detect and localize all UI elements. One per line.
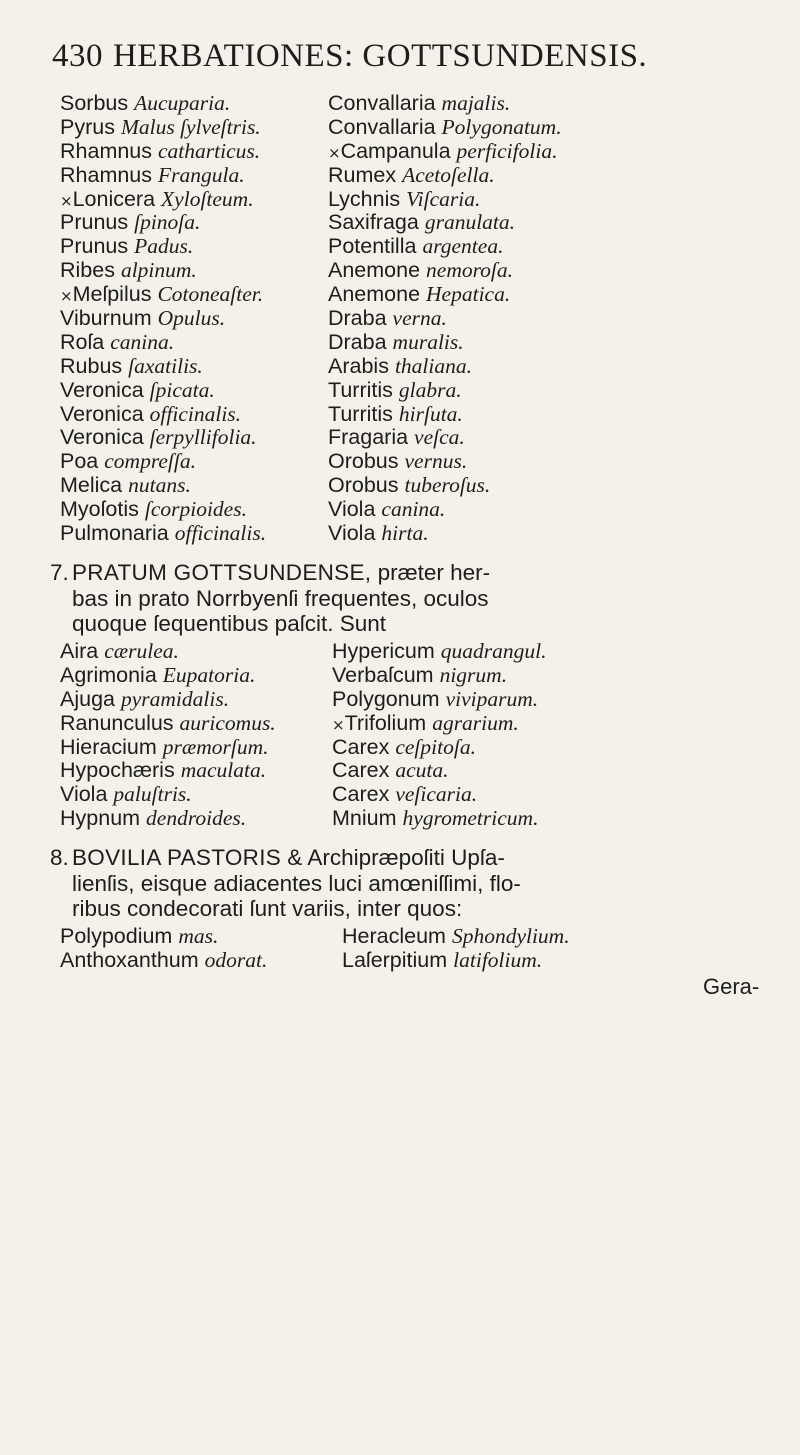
plant-entry: [332, 807, 546, 831]
genus-name: Meſpilus: [72, 282, 152, 307]
genus-name: Hypericum: [332, 639, 435, 663]
plant-entry: [328, 403, 562, 427]
genus-name: Anthoxanthum: [60, 947, 199, 972]
plant-entry: [60, 474, 266, 498]
species-epithet: quadrangul.: [440, 639, 547, 663]
plant-entry: [60, 498, 266, 522]
paragraph-text: bas in prato Norrbyenſi frequentes, oculos: [72, 585, 489, 611]
species-epithet: nigrum.: [439, 662, 508, 687]
plant-entry: [342, 949, 570, 973]
genus-name: Polygonum: [332, 686, 440, 711]
genus-name: Hypochæris: [60, 758, 175, 783]
plant-entry: [60, 925, 267, 949]
paragraph-text: quoque ſequentibus paſcit. Sunt: [72, 611, 386, 636]
plant-entry: [60, 807, 276, 831]
genus-name: Verbaſcum: [332, 662, 434, 687]
paragraph-text: lienſis, eisque adiacentes luci amœniſſimi, flo-: [72, 870, 521, 896]
genus-name: Draba: [328, 329, 387, 354]
plant-entry: [60, 403, 266, 427]
genus-name: Rumex: [328, 162, 397, 187]
section-number: 8.: [50, 845, 69, 870]
plant-entry: [60, 664, 276, 688]
plant-entry: [328, 116, 562, 140]
paragraph-text: & Archipræpoſiti Upſa-: [281, 845, 505, 870]
plant-entry: [328, 307, 562, 331]
genus-name: Pyrus: [60, 114, 115, 139]
plant-entry: [60, 949, 267, 973]
plant-entry: [332, 759, 546, 783]
genus-name: Carex: [332, 782, 390, 807]
plant-entry: [60, 140, 266, 164]
species-epithet: glabra.: [398, 377, 462, 402]
genus-name: Hieracium: [60, 734, 157, 759]
plant-entry: [60, 355, 266, 379]
plant-entry: [332, 712, 546, 736]
genus-name: Potentilla: [328, 234, 417, 259]
genus-name: Lychnis: [328, 186, 401, 211]
species-epithet: tuberoſus.: [404, 473, 491, 498]
genus-name: Ranunculus: [60, 710, 174, 735]
genus-name: Campanula: [340, 138, 451, 163]
plant-entry: [60, 379, 266, 403]
species-epithet: ceſpitoſa.: [395, 734, 476, 759]
species-epithet: alpinum.: [120, 258, 197, 283]
genus-name: Laſerpitium: [342, 947, 448, 972]
species-epithet: canina.: [110, 329, 175, 354]
species-epithet: perficifolia.: [456, 138, 558, 163]
plant-list-left: [60, 92, 266, 546]
genus-name: Saxifraga: [328, 210, 419, 235]
plant-entry: [60, 640, 276, 664]
genus-name: Turritis: [328, 401, 393, 426]
species-epithet: præmorſum.: [162, 734, 269, 759]
plant-entry: [60, 164, 266, 188]
genus-name: Orobus: [328, 449, 399, 474]
species-epithet: dendroides.: [146, 806, 247, 831]
species-epithet: thaliana.: [394, 353, 472, 378]
genus-name: Roſa: [60, 329, 105, 354]
species-epithet: muralis.: [392, 329, 464, 354]
genus-name: Veronica: [60, 425, 144, 450]
annotation-mark: ×: [332, 715, 345, 734]
plant-entry: [60, 712, 276, 736]
section-7-paragraph: [50, 560, 760, 637]
genus-name: Rhamnus: [60, 162, 153, 187]
plant-entry: [60, 259, 266, 283]
species-epithet: hirta.: [381, 521, 429, 546]
species-epithet: pyramidalis.: [120, 686, 230, 711]
plant-entry: [332, 664, 546, 688]
plant-entry: [332, 688, 546, 712]
species-epithet: auricomus.: [179, 710, 276, 735]
species-epithet: viviparum.: [445, 686, 539, 711]
plant-list-right: [328, 92, 562, 546]
plant-entry: [60, 759, 276, 783]
genus-name: Draba: [328, 306, 387, 331]
plant-entry: [332, 783, 546, 807]
genus-name: Carex: [332, 734, 390, 759]
species-epithet: Aucuparia.: [134, 91, 231, 115]
plant-list-right: [332, 640, 546, 831]
species-epithet: veſca.: [414, 425, 465, 450]
annotation-mark: ×: [60, 191, 73, 210]
genus-name: Viola: [328, 521, 376, 546]
plant-entry: [60, 116, 266, 140]
species-epithet: Viſcaria.: [406, 186, 481, 211]
plant-entry: [60, 331, 266, 355]
genus-name: Anemone: [328, 282, 421, 307]
genus-name: Convallaria: [328, 114, 436, 139]
genus-name: Pulmonaria: [60, 521, 169, 546]
genus-name: Myoſotis: [60, 497, 139, 522]
plant-entry: [328, 188, 562, 212]
species-epithet: cærulea.: [104, 639, 179, 663]
genus-name: Prunus: [60, 210, 129, 235]
section-heading: PRATUM GOTTSUNDENSE,: [72, 560, 372, 585]
species-epithet: Hepatica.: [426, 282, 511, 307]
plant-entry: [60, 522, 266, 546]
genus-name: Ribes: [60, 258, 115, 283]
plant-entry: [60, 307, 266, 331]
species-epithet: compreſſa.: [104, 449, 197, 474]
plant-entry: [60, 426, 266, 450]
genus-name: Aira: [60, 639, 99, 663]
species-epithet: ſerpyllifolia.: [149, 425, 257, 450]
species-epithet: latifolium.: [453, 947, 543, 972]
genus-name: Rubus: [60, 353, 123, 378]
species-epithet: officinalis.: [149, 401, 242, 426]
species-epithet: verna.: [392, 306, 447, 331]
species-epithet: Frangula.: [158, 162, 245, 187]
genus-name: Poa: [60, 449, 99, 474]
plant-entry: [60, 783, 276, 807]
species-epithet: Padus.: [134, 234, 194, 259]
page-number: 430: [52, 38, 103, 74]
plant-entry: [60, 450, 266, 474]
species-epithet: Cotoneaſter.: [157, 282, 264, 307]
genus-name: Hypnum: [60, 806, 141, 831]
genus-name: Convallaria: [328, 91, 436, 115]
species-epithet: nemoroſa.: [426, 258, 514, 283]
plant-entry: [328, 498, 562, 522]
genus-name: Melica: [60, 473, 123, 498]
plant-entry: [60, 211, 266, 235]
genus-name: Heracleum: [342, 924, 446, 948]
plant-entry: [328, 522, 562, 546]
plant-entry: [328, 450, 562, 474]
species-epithet: paluſtris.: [113, 782, 192, 807]
species-epithet: hygrometricum.: [402, 806, 539, 831]
genus-name: Turritis: [328, 377, 393, 402]
species-epithet: ſpinoſa.: [134, 210, 201, 235]
plant-entry: [60, 235, 266, 259]
species-epithet: Sphondylium.: [451, 924, 570, 948]
genus-name: Viola: [60, 782, 108, 807]
plant-entry: [328, 140, 562, 164]
genus-name: Prunus: [60, 234, 129, 259]
species-epithet: Opulus.: [157, 306, 226, 331]
plant-entry: [328, 259, 562, 283]
plant-list-left: [60, 925, 267, 973]
genus-name: Ajuga: [60, 686, 115, 711]
plant-entry: [342, 925, 570, 949]
plant-entry: [328, 474, 562, 498]
paragraph-text: præter her-: [371, 560, 491, 585]
species-epithet: odorat.: [204, 947, 268, 972]
species-epithet: ſpicata.: [149, 377, 215, 402]
genus-name: Veronica: [60, 377, 144, 402]
plant-entry: [332, 640, 546, 664]
plant-entry: [328, 92, 562, 116]
plant-entry: [328, 379, 562, 403]
species-epithet: ſaxatilis.: [128, 353, 203, 378]
species-epithet: canina.: [381, 497, 446, 522]
section-heading: BOVILIA PASTORIS: [72, 845, 282, 870]
species-epithet: catharticus.: [158, 138, 261, 163]
genus-name: Lonicera: [72, 186, 156, 211]
genus-name: Trifolium: [344, 710, 427, 735]
species-epithet: acuta.: [395, 758, 449, 783]
section-number: 7.: [50, 560, 69, 585]
genus-name: Viola: [328, 497, 376, 522]
genus-name: Veronica: [60, 401, 144, 426]
genus-name: Fragaria: [328, 425, 409, 450]
species-epithet: mas.: [178, 924, 219, 948]
species-epithet: Eupatoria.: [162, 662, 256, 687]
species-epithet: hirſuta.: [398, 401, 463, 426]
species-epithet: officinalis.: [174, 521, 267, 546]
genus-name: Sorbus: [60, 91, 129, 115]
genus-name: Arabis: [328, 353, 389, 378]
running-title: HERBATIONES: GOTTSUNDENSIS.: [113, 38, 648, 74]
plant-entry: [60, 188, 266, 212]
genus-name: Orobus: [328, 473, 399, 498]
species-epithet: Polygonatum.: [441, 114, 562, 139]
page-header: [52, 38, 647, 75]
plant-list-right: [342, 925, 570, 973]
plant-entry: [60, 736, 276, 760]
paragraph-text: ribus condecorati ſunt variis, inter quos:: [72, 896, 463, 921]
species-epithet: maculata.: [180, 758, 267, 783]
species-epithet: majalis.: [441, 91, 511, 115]
plant-entry: [60, 283, 266, 307]
genus-name: Mnium: [332, 806, 397, 831]
species-epithet: veſicaria.: [395, 782, 478, 807]
plant-list-left: [60, 640, 276, 831]
genus-name: Rhamnus: [60, 138, 153, 163]
species-epithet: Xyloſteum.: [161, 186, 254, 211]
plant-entry: [332, 736, 546, 760]
plant-entry: [328, 164, 562, 188]
genus-name: Anemone: [328, 258, 421, 283]
species-epithet: agrarium.: [432, 710, 519, 735]
plant-entry: [328, 235, 562, 259]
plant-entry: [328, 331, 562, 355]
species-epithet: Acetoſella.: [402, 162, 495, 187]
plant-entry: [60, 688, 276, 712]
genus-name: Agrimonia: [60, 662, 157, 687]
plant-entry: [60, 92, 266, 116]
catchword: Gera-: [703, 974, 760, 999]
species-epithet: ſcorpioides.: [144, 497, 247, 522]
genus-name: Viburnum: [60, 306, 152, 331]
species-epithet: argentea.: [422, 234, 504, 259]
species-epithet: granulata.: [424, 210, 516, 235]
plant-entry: [328, 211, 562, 235]
annotation-mark: ×: [328, 143, 341, 162]
species-epithet: vernus.: [404, 449, 468, 474]
plant-entry: [328, 283, 562, 307]
genus-name: Polypodium: [60, 924, 173, 948]
annotation-mark: ×: [60, 287, 73, 306]
section-8-paragraph: [50, 845, 760, 922]
species-epithet: Malus ſylveſtris.: [120, 114, 261, 139]
plant-entry: [328, 426, 562, 450]
species-epithet: nutans.: [128, 473, 191, 498]
genus-name: Carex: [332, 758, 390, 783]
plant-entry: [328, 355, 562, 379]
